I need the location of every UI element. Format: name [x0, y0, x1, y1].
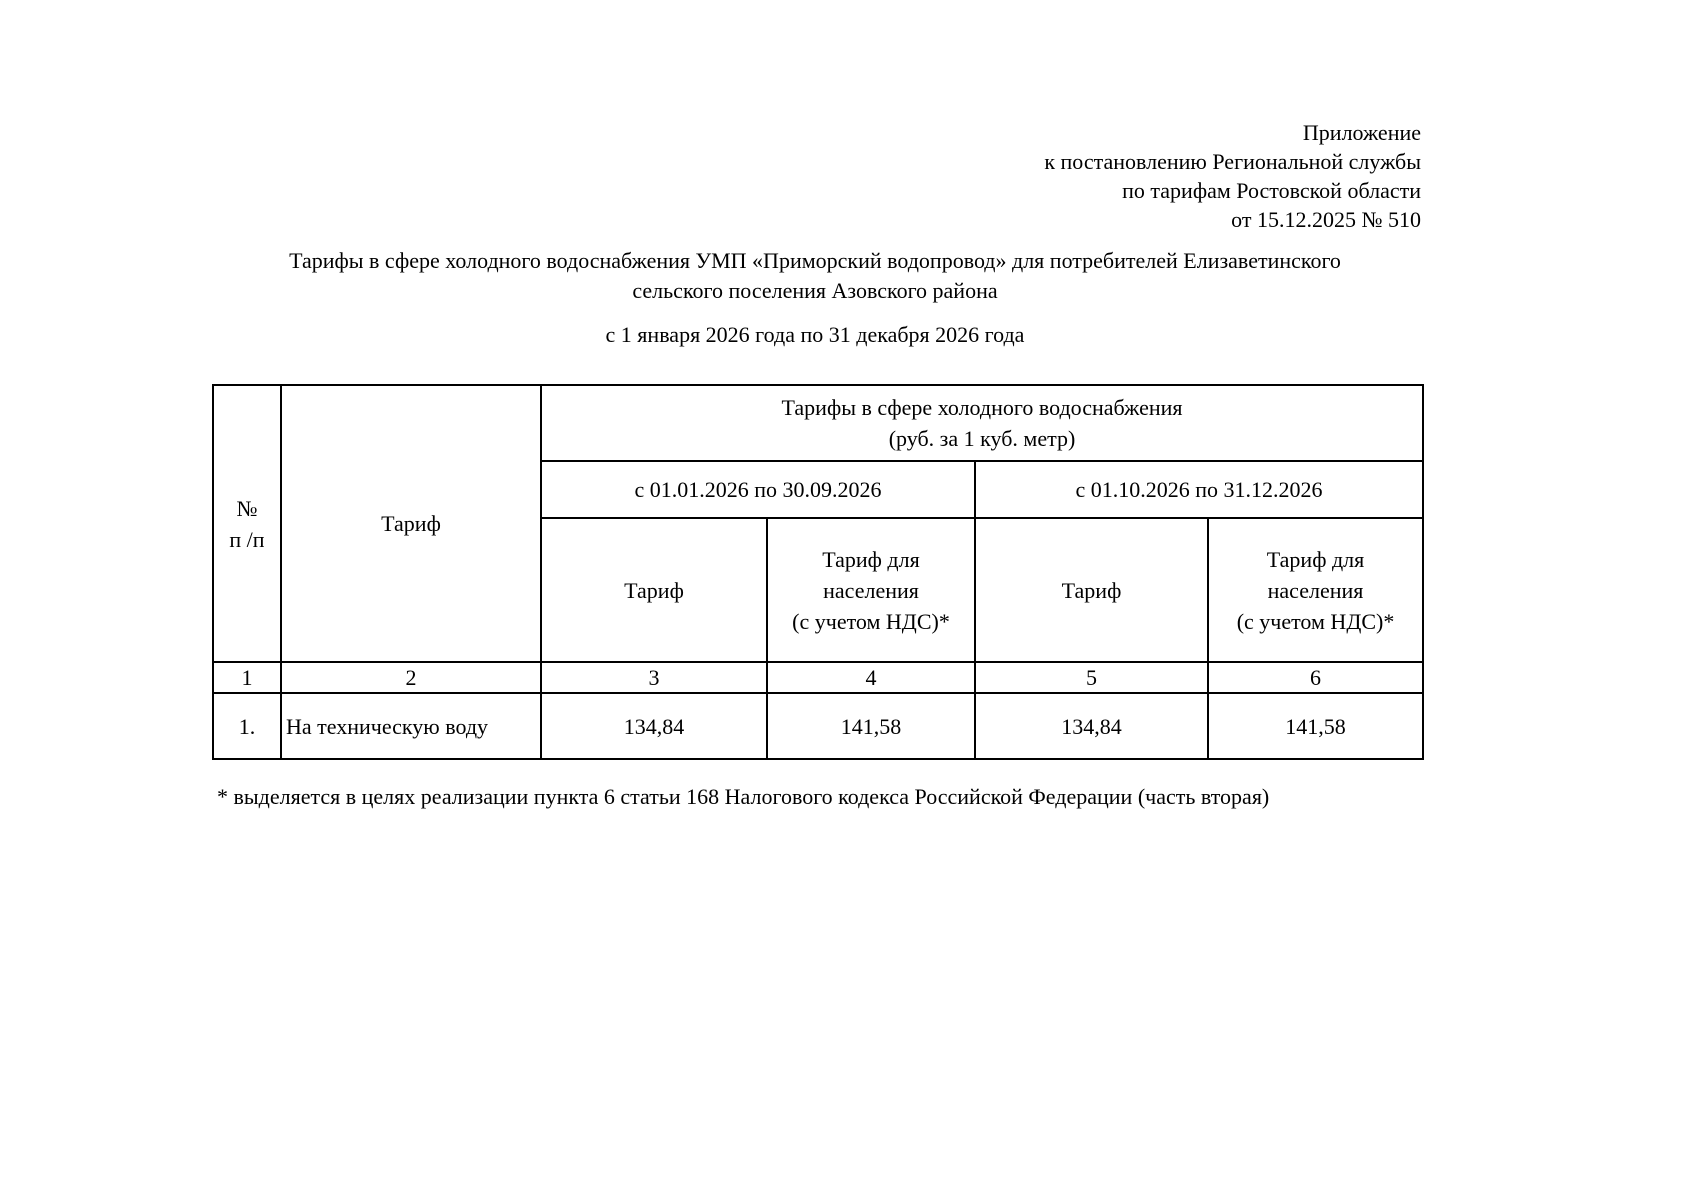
- document-title: [200, 246, 1430, 306]
- title-line: сельского поселения Азовского района: [632, 278, 998, 303]
- appendix-block: [1044, 118, 1421, 234]
- column-number: 6: [1208, 662, 1423, 693]
- cell-p2-population: 141,58: [1208, 693, 1423, 759]
- footnote: * выделяется в целях реализации пункта 6 статьи 168 Налогового кодекса Российской Федерации (часть вторая): [217, 784, 1270, 809]
- appendix-line: от 15.12.2025 № 510: [1231, 207, 1421, 232]
- column-number: 1: [213, 662, 281, 693]
- cell-p2-tariff: 134,84: [975, 693, 1208, 759]
- table-row: [213, 693, 1423, 759]
- tariff-table: [212, 384, 1424, 760]
- column-number: 5: [975, 662, 1208, 693]
- period-header-1: с 01.01.2026 по 30.09.2026: [541, 461, 975, 518]
- cell-p1-population: 141,58: [767, 693, 975, 759]
- title-line: Тарифы в сфере холодного водоснабжения УМП «Приморский водопровод» для потребителей Елизаветинского: [289, 248, 1341, 273]
- appendix-line: по тарифам Ростовской области: [1122, 178, 1421, 203]
- table-header-row: [213, 385, 1423, 461]
- cell-p1-tariff: 134,84: [541, 693, 767, 759]
- row-tariff-name: На техническую воду: [281, 693, 541, 759]
- column-number: 4: [767, 662, 975, 693]
- subheader-population-tariff: Тариф для населения (с учетом НДС)*: [1208, 518, 1423, 662]
- column-number: 3: [541, 662, 767, 693]
- subheader-population-tariff: Тариф для населения (с учетом НДС)*: [767, 518, 975, 662]
- subheader-tariff: Тариф: [541, 518, 767, 662]
- document-period: с 1 января 2026 года по 31 декабря 2026 года: [605, 322, 1025, 347]
- column-number: 2: [281, 662, 541, 693]
- column-header-number: № п /п: [213, 385, 281, 662]
- column-header-tariff: Тариф: [281, 385, 541, 662]
- column-number-row: [213, 662, 1423, 693]
- row-number: 1.: [213, 693, 281, 759]
- appendix-line: Приложение: [1302, 120, 1421, 145]
- subheader-tariff: Тариф: [975, 518, 1208, 662]
- group-header-cold-water: Тарифы в сфере холодного водоснабжения (руб. за 1 куб. метр): [541, 385, 1423, 461]
- appendix-line: к постановлению Региональной службы: [1044, 149, 1421, 174]
- period-header-2: с 01.10.2026 по 31.12.2026: [975, 461, 1423, 518]
